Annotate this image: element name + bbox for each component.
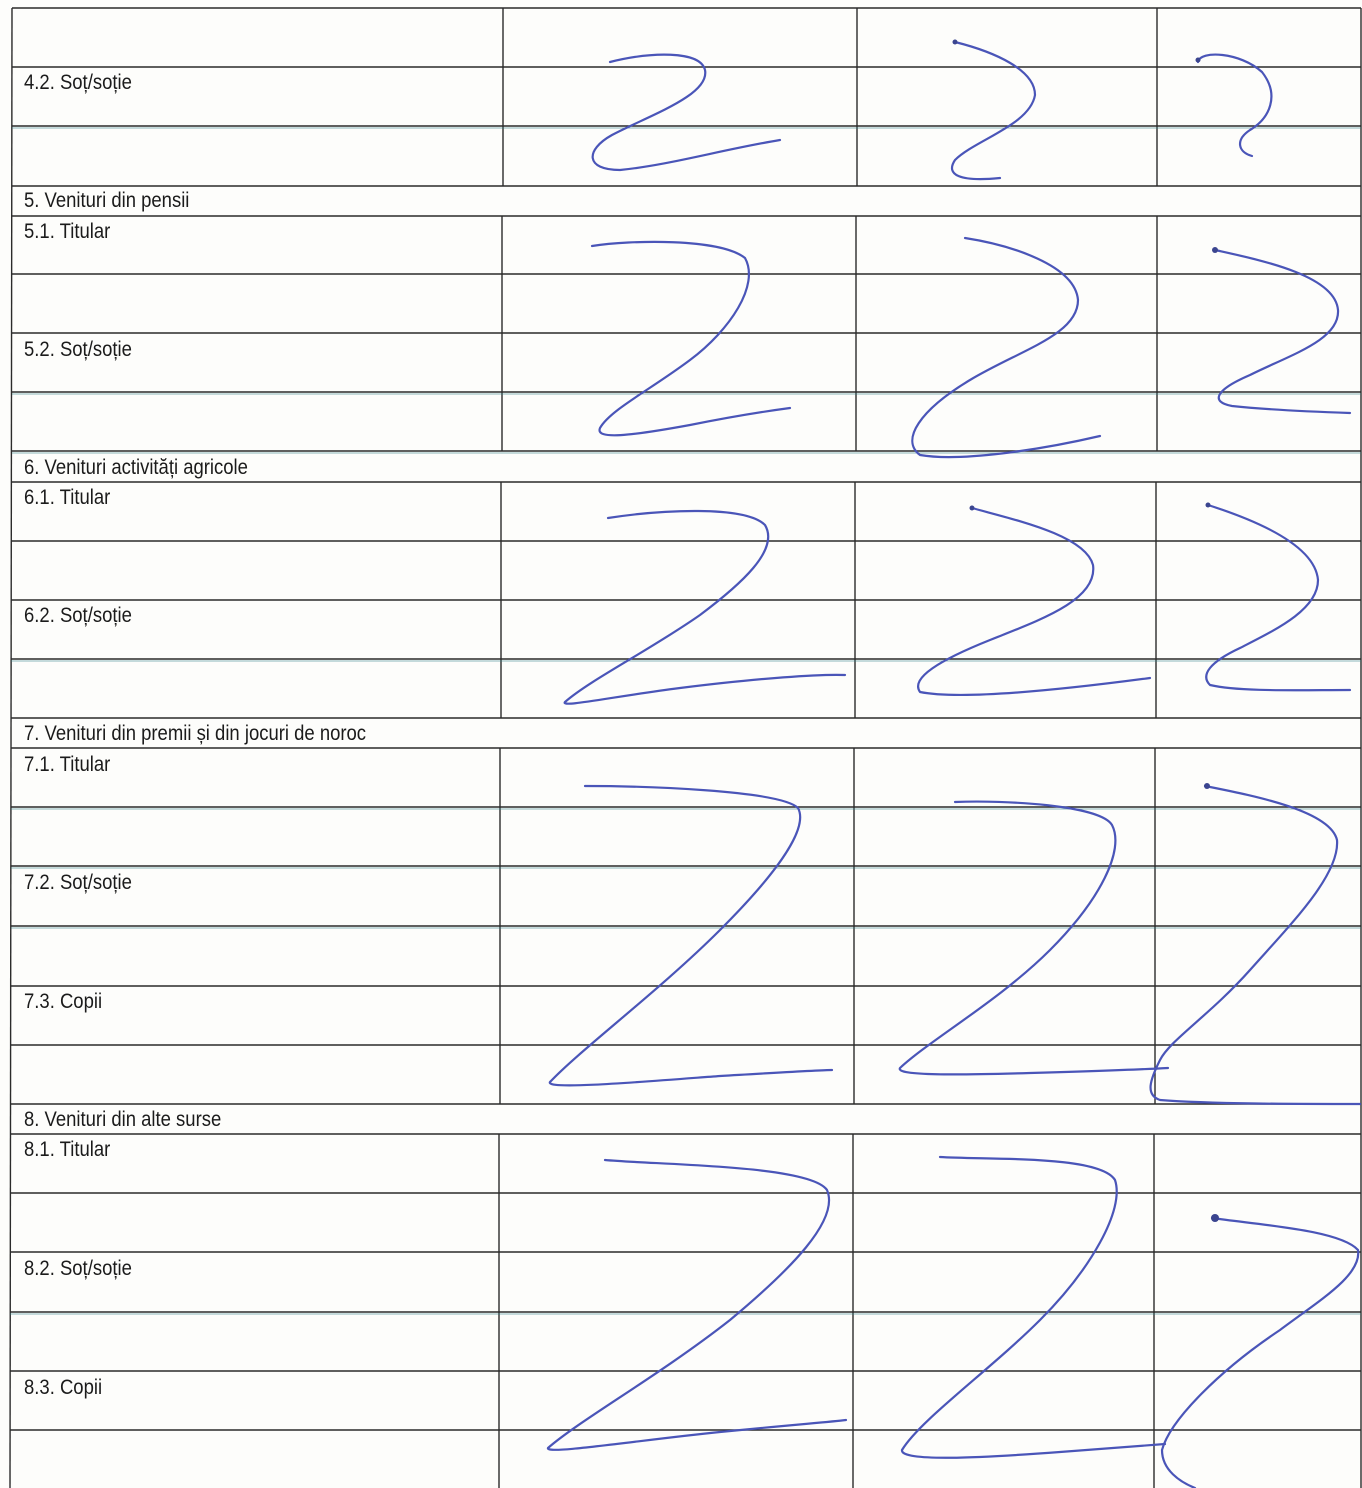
- z-strike-6-col2: [918, 508, 1150, 695]
- section-5-heading: 5. Venituri din pensii: [24, 189, 190, 212]
- z-strike-4-col2: [952, 42, 1035, 179]
- z-strike-4-col1: [593, 55, 780, 170]
- z-strike-8-col1: [548, 1160, 846, 1450]
- z-strike-6-col3: [1206, 505, 1350, 690]
- section-8-heading: 8. Venituri din alte surse: [24, 1108, 222, 1131]
- section-7-heading: 7. Venituri din premii și din jocuri de noroc: [24, 722, 367, 745]
- row-8-1-label: 8.1. Titular: [24, 1138, 111, 1161]
- row-5-2-label: 5.2. Soț/soție: [24, 338, 132, 361]
- z-strike-5-col3: [1215, 250, 1350, 413]
- z-strike-7-col2: [900, 802, 1168, 1075]
- row-8-2-label: 8.2. Soț/soție: [24, 1257, 132, 1280]
- row-6-2-label: 6.2. Soț/soție: [24, 604, 132, 627]
- row-4-2-label: 4.2. Soț/soție: [24, 71, 132, 94]
- z-strike-4-col3: [1198, 55, 1271, 156]
- row-7-3-label: 7.3. Copii: [24, 990, 103, 1013]
- row-5-1-label: 5.1. Titular: [24, 220, 111, 243]
- row-7-2-label: 7.2. Soț/soție: [24, 871, 132, 894]
- row-6-1-label: 6.1. Titular: [24, 486, 111, 509]
- z-strike-7-col3: [1151, 786, 1360, 1104]
- row-8-3-label: 8.3. Copii: [24, 1376, 103, 1399]
- row-7-1-label: 7.1. Titular: [24, 753, 111, 776]
- z-strike-8-col3: [1162, 1218, 1358, 1488]
- z-strike-5-col1: [592, 242, 790, 435]
- z-strike-8-col2: [902, 1157, 1165, 1458]
- z-strike-5-col2: [912, 238, 1100, 457]
- section-6-heading: 6. Venituri activități agricole: [24, 456, 248, 479]
- z-strike-6-col1: [565, 511, 845, 704]
- z-strike-7-col1: [550, 786, 832, 1085]
